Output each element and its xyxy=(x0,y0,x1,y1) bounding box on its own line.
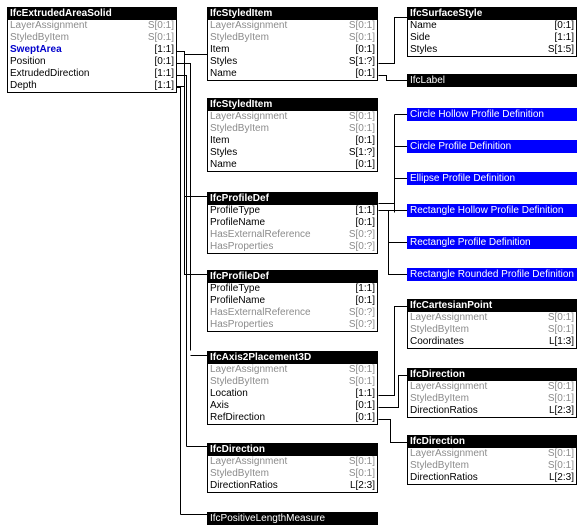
attribute-cardinality: S[1:5] xyxy=(547,44,574,55)
attribute-row[interactable] xyxy=(408,472,576,484)
attribute-cardinality: S[0:1] xyxy=(547,448,574,459)
attribute-name: SweptArea xyxy=(10,44,62,55)
entity-ifcprofiledef-2[interactable] xyxy=(207,270,378,332)
attribute-row[interactable] xyxy=(208,217,377,229)
attribute-row[interactable] xyxy=(208,111,377,123)
attribute-cardinality: S[0:1] xyxy=(547,460,574,471)
attribute-row[interactable] xyxy=(8,56,176,68)
attribute-row[interactable] xyxy=(208,56,377,68)
entity-title: IfcProfileDef xyxy=(208,271,377,283)
attribute-row[interactable] xyxy=(208,480,377,492)
attribute-row[interactable] xyxy=(8,80,176,92)
profile-definition-link[interactable]: Rectangle Profile Definition xyxy=(407,236,577,249)
attribute-name: LayerAssignment xyxy=(410,312,488,323)
attribute-row[interactable] xyxy=(208,44,377,56)
attribute-name: LayerAssignment xyxy=(10,20,88,31)
attribute-name: StyledByItem xyxy=(410,460,469,471)
attribute-cardinality: [1:1] xyxy=(154,68,174,79)
attribute-cardinality: [1:1] xyxy=(355,388,375,399)
attribute-name: Name xyxy=(210,159,237,170)
attribute-name: StyledByItem xyxy=(10,32,69,43)
attribute-row[interactable] xyxy=(208,307,377,319)
attribute-row[interactable] xyxy=(208,20,377,32)
attribute-row[interactable] xyxy=(8,32,176,44)
attribute-row[interactable] xyxy=(208,319,377,331)
entity-title: IfcStyledItem xyxy=(208,8,377,20)
attribute-name: ProfileName xyxy=(210,217,266,228)
attribute-cardinality: S[0:1] xyxy=(547,381,574,392)
attribute-cardinality: [0:1] xyxy=(355,135,375,146)
entity-ifcdirection-axis[interactable] xyxy=(407,368,577,418)
profile-definition-link[interactable]: Circle Hollow Profile Definition xyxy=(407,108,577,121)
attribute-cardinality: [1:1] xyxy=(554,32,574,43)
attribute-name: Position xyxy=(10,56,46,67)
attribute-cardinality: [0:1] xyxy=(355,400,375,411)
attribute-row[interactable] xyxy=(208,147,377,159)
attribute-name: LayerAssignment xyxy=(210,364,288,375)
attribute-row[interactable] xyxy=(408,44,576,56)
attribute-cardinality: [1:1] xyxy=(154,80,174,91)
attribute-cardinality: [1:1] xyxy=(154,44,174,55)
attribute-cardinality: S[0:1] xyxy=(147,32,174,43)
profile-definition-link[interactable]: Circle Profile Definition xyxy=(407,140,577,153)
entity-ifcpositivelengthmeasure[interactable]: IfcPositiveLengthMeasure xyxy=(207,512,378,525)
attribute-row[interactable] xyxy=(208,159,377,171)
attribute-name: Item xyxy=(210,44,230,55)
entity-title: IfcDirection xyxy=(208,444,377,456)
attribute-cardinality: S[0:1] xyxy=(348,111,375,122)
attribute-cardinality: [0:1] xyxy=(554,20,574,31)
attribute-row[interactable] xyxy=(208,229,377,241)
attribute-row[interactable] xyxy=(208,32,377,44)
attribute-row[interactable] xyxy=(208,468,377,480)
attribute-name: DirectionRatios xyxy=(410,405,478,416)
attribute-cardinality: S[0:1] xyxy=(348,376,375,387)
attribute-name: Name xyxy=(210,68,237,79)
entity-ifclabel[interactable]: IfcLabel xyxy=(407,74,577,87)
attribute-cardinality: L[2:3] xyxy=(349,480,375,491)
attribute-row[interactable] xyxy=(208,295,377,307)
attribute-name: StyledByItem xyxy=(410,393,469,404)
attribute-name: Location xyxy=(210,388,248,399)
attribute-cardinality: S[0:1] xyxy=(348,468,375,479)
attribute-cardinality: [0:1] xyxy=(355,159,375,170)
attribute-name: LayerAssignment xyxy=(210,456,288,467)
attribute-name: ExtrudedDirection xyxy=(10,68,90,79)
attribute-cardinality: S[0:1] xyxy=(348,123,375,134)
attribute-cardinality: S[0:1] xyxy=(348,20,375,31)
attribute-row[interactable] xyxy=(208,123,377,135)
attribute-name: RefDirection xyxy=(210,412,266,423)
attribute-name: StyledByItem xyxy=(210,376,269,387)
attribute-cardinality: L[1:3] xyxy=(548,336,574,347)
attribute-name: LayerAssignment xyxy=(410,448,488,459)
attribute-name: StyledByItem xyxy=(410,324,469,335)
attribute-name: Styles xyxy=(410,44,438,55)
attribute-name: Item xyxy=(210,135,230,146)
entity-title: IfcProfileDef xyxy=(208,193,377,205)
attribute-name: Styles xyxy=(210,147,238,158)
attribute-name: LayerAssignment xyxy=(410,381,488,392)
attribute-row[interactable] xyxy=(208,388,377,400)
entity-ifcaxis2placement3d[interactable] xyxy=(207,351,378,425)
attribute-row[interactable] xyxy=(208,376,377,388)
attribute-row[interactable] xyxy=(408,32,576,44)
attribute-cardinality: S[1:?] xyxy=(348,147,375,158)
entity-title: IfcAxis2Placement3D xyxy=(208,352,377,364)
attribute-name: DirectionRatios xyxy=(410,472,478,483)
entity-title: IfcSurfaceStyle xyxy=(408,8,576,20)
attribute-row[interactable] xyxy=(8,68,176,80)
attribute-row[interactable] xyxy=(408,393,576,405)
attribute-row[interactable] xyxy=(208,283,377,295)
attribute-cardinality: S[0:?] xyxy=(348,229,375,240)
attribute-cardinality: S[0:?] xyxy=(348,241,375,252)
attribute-name: ProfileType xyxy=(210,205,261,216)
attribute-cardinality: [0:1] xyxy=(355,412,375,423)
attribute-row[interactable] xyxy=(408,336,576,348)
attribute-name: Styles xyxy=(210,56,238,67)
attribute-cardinality: S[0:1] xyxy=(547,312,574,323)
entity-ifcstyleditem[interactable] xyxy=(207,7,378,81)
attribute-cardinality: S[0:1] xyxy=(348,32,375,43)
attribute-row[interactable] xyxy=(208,135,377,147)
attribute-name: HasExternalReference xyxy=(210,229,311,240)
attribute-name: HasProperties xyxy=(210,241,274,252)
attribute-name: Name xyxy=(410,20,437,31)
entity-title: IfcCartesianPoint xyxy=(408,300,576,312)
entity-title: IfcStyledItem xyxy=(208,99,377,111)
attribute-row[interactable] xyxy=(408,381,576,393)
attribute-cardinality: S[1:?] xyxy=(348,56,375,67)
entity-ifcstyleditem-2[interactable] xyxy=(207,98,378,172)
attribute-cardinality: S[0:?] xyxy=(348,307,375,318)
attribute-cardinality: [0:1] xyxy=(355,68,375,79)
attribute-name: Axis xyxy=(210,400,229,411)
attribute-cardinality: [1:1] xyxy=(355,205,375,216)
attribute-row[interactable] xyxy=(408,448,576,460)
attribute-row[interactable] xyxy=(208,456,377,468)
entity-title: IfcDirection xyxy=(408,436,576,448)
attribute-cardinality: S[0:1] xyxy=(147,20,174,31)
attribute-cardinality: [0:1] xyxy=(154,56,174,67)
attribute-name: ProfileName xyxy=(210,295,266,306)
attribute-name: StyledByItem xyxy=(210,468,269,479)
attribute-name: HasExternalReference xyxy=(210,307,311,318)
attribute-cardinality: [0:1] xyxy=(355,44,375,55)
profile-definition-link[interactable]: Ellipse Profile Definition xyxy=(407,172,577,185)
attribute-cardinality: [0:1] xyxy=(355,217,375,228)
attribute-row[interactable] xyxy=(408,324,576,336)
attribute-row[interactable] xyxy=(208,68,377,80)
attribute-row[interactable] xyxy=(208,364,377,376)
attribute-cardinality: [0:1] xyxy=(355,295,375,306)
entity-ifcdirection-refdirection[interactable] xyxy=(407,435,577,485)
attribute-name: ProfileType xyxy=(210,283,261,294)
attribute-row[interactable] xyxy=(208,205,377,217)
attribute-name: HasProperties xyxy=(210,319,274,330)
attribute-name: LayerAssignment xyxy=(210,20,288,31)
entity-title: IfcExtrudedAreaSolid xyxy=(8,8,176,20)
attribute-name: StyledByItem xyxy=(210,123,269,134)
attribute-cardinality: S[0:?] xyxy=(348,319,375,330)
entity-ifcdirection[interactable] xyxy=(207,443,378,493)
attribute-row[interactable] xyxy=(408,312,576,324)
attribute-row[interactable] xyxy=(408,405,576,417)
attribute-row[interactable] xyxy=(208,412,377,424)
attribute-cardinality: S[0:1] xyxy=(348,364,375,375)
attribute-row[interactable] xyxy=(208,241,377,253)
attribute-cardinality: S[0:1] xyxy=(547,324,574,335)
attribute-row[interactable] xyxy=(8,20,176,32)
attribute-name: Depth xyxy=(10,80,37,91)
entity-ifcprofiledef[interactable] xyxy=(207,192,378,254)
attribute-row[interactable] xyxy=(208,400,377,412)
entity-ifccartesianpoint[interactable] xyxy=(407,299,577,349)
entity-title: IfcDirection xyxy=(408,369,576,381)
attribute-name: StyledByItem xyxy=(210,32,269,43)
attribute-name: LayerAssignment xyxy=(210,111,288,122)
attribute-cardinality: L[2:3] xyxy=(548,472,574,483)
profile-definition-link[interactable]: Rectangle Hollow Profile Definition xyxy=(407,204,577,217)
attribute-cardinality: L[2:3] xyxy=(548,405,574,416)
attribute-row[interactable] xyxy=(408,460,576,472)
attribute-row[interactable] xyxy=(8,44,176,56)
attribute-cardinality: S[0:1] xyxy=(348,456,375,467)
attribute-name: Coordinates xyxy=(410,336,464,347)
attribute-row[interactable] xyxy=(408,20,576,32)
attribute-name: DirectionRatios xyxy=(210,480,278,491)
attribute-name: Side xyxy=(410,32,431,43)
entity-ifcsurfacestyle[interactable] xyxy=(407,7,577,57)
profile-definition-link[interactable]: Rectangle Rounded Profile Definition xyxy=(407,268,577,281)
entity-ifcextrudedareasolid[interactable] xyxy=(7,7,177,93)
attribute-cardinality: S[0:1] xyxy=(547,393,574,404)
attribute-cardinality: [1:1] xyxy=(355,283,375,294)
